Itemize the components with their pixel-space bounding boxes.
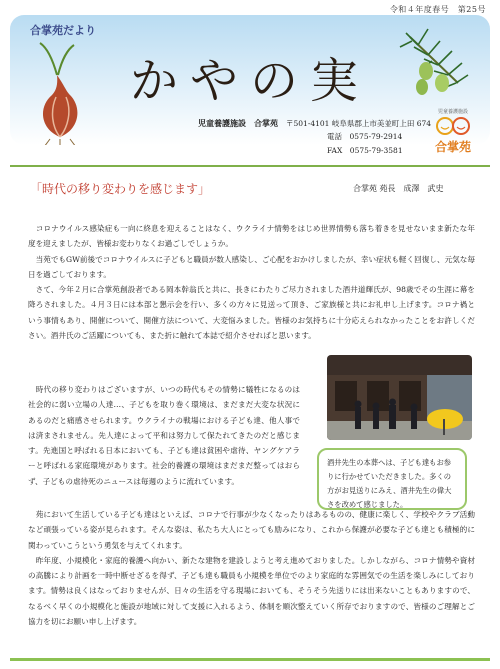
photo-caption: 酒井先生の本葬へは、子ども達もお参りに行かせていただきました。多くの方がお見送りにみえ、酒井先生の偉大さを改めて感じました。 bbox=[317, 448, 467, 510]
article-paragraph-2: 時代の移り変わりはございますが、いつの時代もその情勢に犠牲になるのは社会的に弱い立場の人達…、子どもを取り巻く環境は、まだまだ大変な状況にあるのだと痛感させられます。ウクライナの戦場における子ども達、他人事では済まされません。先人達によって平和は努力して保たれてきたのだと感じます。先進国と呼ばれる日本においても、子ども達は貧困や虐待、ヤングケアラーと呼ばれる家庭環境があります。社会的養護の環境はまだまだ整ってはおらず、子どもの虐待死のニュースは毎週のように流れています。 bbox=[28, 385, 300, 486]
issue-number: 令和４年度春号 第25号 bbox=[389, 5, 486, 14]
article-paragraph-3: 苑において生活している子ども達はといえば、コロナで行事が少なくなったりはあるものの、健康に楽しく、学校やクラブ活動など頑張っている姿が見られます。そんな姿は、私たち大人にとっても励みになり、これから保護が必要な子ども達とも積極的に関わっていこうという勇気を与えてくれます。 昨年度、小規模化・家庭的養護へ向かい、新たな建物を建設しようと考え進めておりました。しかしながら、コロナ情勢や資材の高騰により計画を一時中断せざるを得ず、子ども達も職員も小規模を単位でのより家庭的な雰囲気での生活を楽しみにしております。情勢は良くはなっておりませんが、日々の生活を守る現場においても、そうそう先送りには出来ないこともありますので、なるべく早くの小規模化と施設が地域に対して支援に入れるよう、体制を順次整えていく所存でおりますので、皆様のご理解とご協力を切にお願い申し上げます。 bbox=[28, 510, 475, 627]
divider bbox=[10, 165, 490, 167]
facility-info bbox=[198, 118, 431, 129]
onion-illustration-icon bbox=[40, 43, 77, 145]
fax-number: FAX 0575-79-3581 bbox=[327, 146, 403, 155]
facility-logo bbox=[422, 108, 484, 155]
smiley-faces-icon bbox=[433, 116, 473, 136]
article-paragraph-1: コロナウイルス感染症も一向に終息を迎えることはなく、ウクライナ情勢をはじめ世界情勢も落ち着きを見せないまま新たな年度を迎えましたが、皆様お変わりなくお過ごしでしょうか。 当苑でもGW前後でコロナウイルスに子どもと職員が数人感染し、ご心配をおかけしましたが、幸い症状も軽く回復し、元気な毎日を過ごしております。 さて、今年２月に合掌苑創設者である岡本幹翁氏と共に、長きにわたりご尽力されました酒井道輝氏が、98歳でその生涯に幕を降ろされました。４月３日には本部と懇示会を行い、多くの方々に見送って頂き、ご家族様と共にお礼申し上げます。コロナ禍という事情もあり、開催について、開催方法について、大変悩みました。皆様のお気持ちに十分応えられなかったことをお許しください。酒井氏のご活躍についても、また折に触れて本誌で紹介させればと思います。 bbox=[28, 224, 475, 341]
footer-divider bbox=[10, 658, 490, 661]
logo-subtitle: 児童養護施設 bbox=[437, 109, 468, 115]
article-author: 合掌苑 苑長 成澤 武史 bbox=[353, 184, 444, 193]
logo-text: 合掌苑 bbox=[434, 140, 471, 154]
article-title: 「時代の移り変わりを感じます」 bbox=[30, 182, 211, 196]
memorial-photo bbox=[327, 355, 472, 440]
newsletter-name: 合掌苑だより bbox=[30, 24, 96, 37]
phone-number: 電話 0575-79-2914 bbox=[327, 132, 403, 141]
facility-name: 児童養護施設 合掌苑 bbox=[198, 118, 278, 128]
page-title: かやの実 bbox=[130, 53, 371, 109]
kaya-nut-illustration-icon bbox=[400, 29, 468, 95]
facility-address: 〒501-4101 岐阜県郡上市美並町上田 674 bbox=[286, 119, 432, 128]
